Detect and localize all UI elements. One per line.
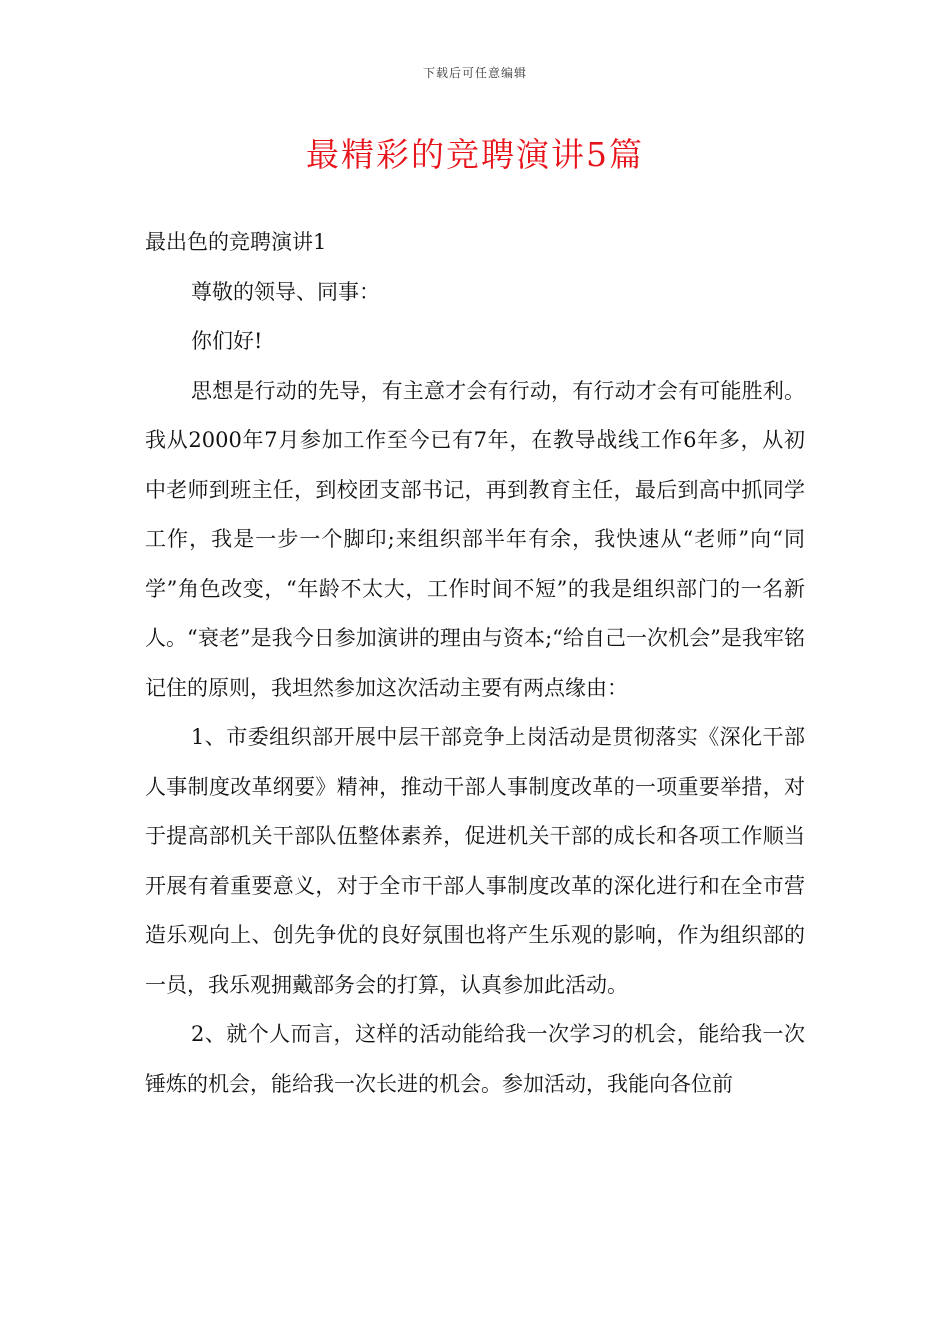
body-paragraph: 思想是行动的先导，有主意才会有行动，有行动才会有可能胜利。我从2000年7月参加工作至今已有7年，在教导战线工作6年多，从初中老师到班主任，到校团支部书记，再到教育主任，最后到高中抓同学工作，我是一步一个脚印;来组织部半年有余，我快速从“老师”向“同学”角色改变，“年龄不太大，工作时间不短”的我是组织部门的一名新人。“衰老”是我今日参加演讲的理由与资本;“给自己一次机会”是我牢铭记住的原则，我坦然参加这次活动主要有两点缘由： bbox=[145, 378, 805, 700]
salutation: 尊敬的领导、同事： bbox=[191, 279, 380, 304]
document-body bbox=[145, 218, 805, 1109]
body-paragraph: 2、就个人而言，这样的活动能给我一次学习的机会，能给我一次锤炼的机会，能给我一次长进的机会。参加活动，我能向各位前 bbox=[145, 1022, 805, 1096]
section-heading: 最出色的竞聘演讲1 bbox=[145, 230, 327, 254]
greeting: 你们好! bbox=[191, 329, 263, 353]
body-paragraph: 1、市委组织部开展中层干部竞争上岗活动是贯彻落实《深化干部人事制度改革纲要》精神，推动干部人事制度改革的一项重要举措，对于提高部机关干部队伍整体素养，促进机关干部的成长和各项工作顺当开展有着重要意义，对于全市干部人事制度改革的深化进行和在全市营造乐观向上、创先争优的良好氛围也将产生乐观的影响，作为组织部的一员，我乐观拥戴部务会的打算，认真参加此活动。 bbox=[145, 725, 805, 997]
document-title: 最精彩的竞聘演讲5篇 bbox=[306, 135, 644, 174]
header-note: 下载后可任意编辑 bbox=[422, 66, 527, 80]
